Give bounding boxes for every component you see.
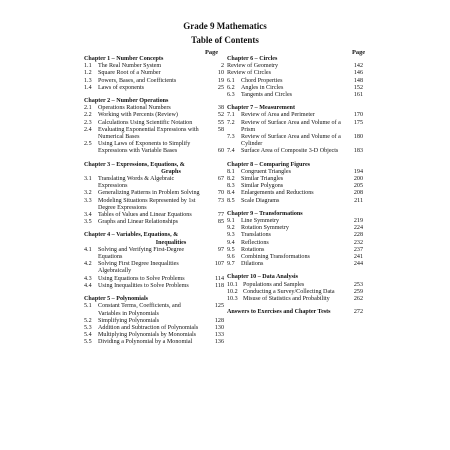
- section-number: 1.2: [84, 70, 92, 77]
- page-number: 25: [217, 84, 224, 91]
- page-number: 10: [217, 70, 224, 77]
- toc-entry[interactable]: [84, 254, 224, 261]
- section-title: Tables of Values and Linear Equations: [98, 212, 192, 219]
- page-number: 118: [215, 282, 224, 289]
- chapter-section: [227, 211, 363, 269]
- page-number: 114: [215, 275, 224, 282]
- page-number: 133: [214, 332, 224, 339]
- section-number: 6.1: [227, 77, 235, 84]
- page-column-label-right: Page: [352, 49, 366, 56]
- section-title: Surface Area of Composite 3-D Objects: [241, 148, 339, 155]
- toc-entry[interactable]: [227, 232, 363, 239]
- page-number: 130: [214, 324, 224, 331]
- answers-entry[interactable]: [227, 309, 363, 316]
- section-number: 4.2: [84, 261, 92, 268]
- toc-entry[interactable]: [84, 332, 224, 339]
- chapter-title: Chapter 6 – Circles: [227, 56, 278, 62]
- section-number: 7.4: [227, 148, 235, 155]
- toc-entry[interactable]: [84, 112, 224, 119]
- section-title: Prism: [241, 126, 256, 133]
- toc-entry[interactable]: [84, 141, 224, 148]
- page-number: 2: [220, 63, 224, 70]
- section-title: Misuse of Statistics and Probability: [243, 296, 330, 303]
- page-number: 170: [353, 112, 363, 119]
- section-title: Review of Area and Perimeter: [241, 112, 315, 119]
- section-number: 8.3: [227, 183, 235, 190]
- toc-left-column: [84, 56, 224, 347]
- page-number: 148: [353, 77, 363, 84]
- page-number: 128: [214, 317, 224, 324]
- section-title: Review of Surface Area and Volume of a: [241, 119, 341, 126]
- section-title: Translating Words & Algebraic: [98, 176, 175, 183]
- toc-entry[interactable]: [84, 148, 224, 155]
- page-number: 152: [353, 84, 363, 91]
- section-number: 9.6: [227, 254, 235, 261]
- section-title: Reflections: [241, 239, 269, 246]
- section-title: Line Symmetry: [241, 218, 280, 225]
- section-title: Multiplying Polynomials by Monomials: [98, 332, 197, 339]
- page-number: 125: [214, 303, 224, 310]
- section-title: Working with Percents (Review): [98, 112, 178, 119]
- chapter-title: Chapter 8 – Comparing Figures: [227, 161, 311, 168]
- chapter-title: Chapter 5 – Polynomials: [84, 296, 149, 303]
- section-title: Similar Triangles: [241, 176, 284, 183]
- page-number: 205: [353, 183, 363, 190]
- section-number: 6.3: [227, 92, 235, 99]
- toc-entry[interactable]: [227, 261, 363, 268]
- section-number: 2.3: [84, 119, 92, 126]
- section-title: Graphs and Linear Relationships: [98, 219, 179, 226]
- toc-entry[interactable]: [227, 85, 363, 92]
- page-number: 161: [353, 92, 363, 99]
- toc-entry[interactable]: [84, 78, 224, 85]
- section-title: Powers, Bases, and Coefficients: [98, 77, 177, 84]
- section-title: Operations Rational Numbers: [98, 105, 171, 112]
- section-number: 2.2: [84, 112, 92, 119]
- section-number: 6.2: [227, 84, 235, 91]
- section-number: 2.5: [84, 141, 92, 148]
- section-title: Evaluating Exponential Expressions with: [98, 126, 199, 133]
- page-number: 253: [353, 281, 363, 288]
- toc-entry[interactable]: [227, 92, 363, 99]
- section-number: 4.3: [84, 275, 92, 282]
- chapter-title: Chapter 7 – Measurement: [227, 105, 295, 112]
- toc-entry[interactable]: [84, 276, 224, 283]
- chapter-section: [227, 56, 363, 99]
- page-number: 52: [217, 112, 224, 119]
- page-number: 228: [353, 232, 363, 239]
- page-number: 262: [353, 296, 363, 303]
- toc-entry[interactable]: [227, 198, 363, 205]
- toc-entry[interactable]: [84, 176, 224, 183]
- page-number: 146: [353, 70, 363, 77]
- section-title: Review of Geometry: [227, 63, 279, 70]
- section-title: Solving First Degree Inequalities: [98, 261, 179, 268]
- toc-entry[interactable]: [227, 176, 363, 183]
- page-number: 97: [217, 246, 224, 253]
- section-title: Review of Circles: [227, 70, 271, 77]
- chapter-section: [227, 162, 363, 205]
- toc-entry[interactable]: [227, 218, 363, 225]
- page-number: 194: [353, 168, 363, 175]
- section-title: Using Inequalities to Solve Problems: [98, 282, 189, 289]
- section-number: 7.3: [227, 134, 235, 141]
- section-title: Algebraically: [98, 268, 132, 275]
- chapter-title: Chapter 10 – Data Analysis: [227, 274, 298, 281]
- toc-entry[interactable]: [84, 127, 224, 134]
- toc-entry[interactable]: [84, 85, 224, 92]
- section-title: Cylinder: [241, 141, 263, 148]
- section-title: Populations and Samples: [243, 281, 305, 288]
- chapter-title: Chapter 3 – Expressions, Equations, &: [84, 161, 185, 168]
- page-number: 142: [353, 63, 363, 70]
- toc-entry[interactable]: [227, 134, 363, 141]
- page-number: 73: [217, 197, 224, 204]
- toc-entry[interactable]: [227, 282, 363, 289]
- page-number: 85: [217, 219, 224, 226]
- toc-entry[interactable]: [84, 325, 224, 332]
- section-number: 3.2: [84, 190, 92, 197]
- page-number: 107: [214, 261, 224, 268]
- page-column-label-left: Page: [205, 49, 219, 56]
- page-number: 60: [217, 148, 224, 155]
- answers-title: Answers to Exercises and Chapter Tests: [227, 309, 331, 316]
- section-title: Variables in Polynomials: [98, 310, 159, 317]
- page-number: 175: [353, 119, 363, 126]
- page-number: 180: [353, 134, 363, 141]
- section-title: Expressions: [98, 183, 128, 190]
- section-title: Numerical Bases: [98, 134, 140, 141]
- page-number: 259: [353, 288, 363, 295]
- page-number: 224: [353, 225, 363, 232]
- page-number: 67: [217, 176, 224, 183]
- section-number: 8.1: [227, 168, 235, 175]
- toc-entry[interactable]: [84, 339, 224, 346]
- chapter-title-continued: Inequalities: [155, 239, 187, 246]
- section-title: Translations: [241, 232, 271, 239]
- section-number: 1.1: [84, 63, 92, 70]
- document-subtitle: Table of Contents: [191, 35, 259, 45]
- section-title: Rotations: [241, 246, 265, 253]
- section-title: Conducting a Survey/Collecting Data: [243, 288, 335, 295]
- section-title: Scale Diagrams: [241, 197, 280, 204]
- section-number: 7.1: [227, 112, 235, 119]
- toc-entry[interactable]: [227, 127, 363, 134]
- section-title: Congruent Triangles: [241, 168, 291, 175]
- section-title: Similar Polygons: [241, 183, 284, 190]
- page-number: 241: [353, 254, 363, 261]
- section-number: 3.5: [84, 219, 92, 226]
- section-title: Dividing a Polynomial by a Monomial: [98, 339, 193, 346]
- toc-entry[interactable]: [84, 261, 224, 268]
- section-title: Modeling Situations Represented by 1st: [98, 197, 196, 204]
- page-number: 200: [353, 176, 363, 183]
- chapter-section: [84, 162, 224, 227]
- section-number: 7.2: [227, 119, 235, 126]
- toc-entry[interactable]: [227, 247, 363, 254]
- page-number: 55: [217, 119, 224, 126]
- answers-page-number: 272: [353, 309, 363, 316]
- section-number: 9.7: [227, 261, 235, 268]
- toc-entry[interactable]: [84, 70, 224, 77]
- section-title: Using Equations to Solve Problems: [98, 275, 185, 282]
- toc-entry[interactable]: [227, 169, 363, 176]
- section-number: 5.2: [84, 317, 92, 324]
- section-number: 2.4: [84, 126, 92, 133]
- section-number: 8.5: [227, 197, 235, 204]
- page-number: 70: [217, 190, 224, 197]
- chapter-section: [84, 232, 224, 290]
- page-number: 136: [214, 339, 224, 346]
- section-number: 5.4: [84, 332, 92, 339]
- toc-entry[interactable]: [227, 78, 363, 85]
- toc-entry[interactable]: [84, 183, 224, 190]
- toc-entry[interactable]: [84, 268, 224, 275]
- page-number: 219: [353, 218, 363, 225]
- section-title: Solving and Verifying First-Degree: [98, 246, 185, 253]
- section-title: Angles in Circles: [241, 84, 284, 91]
- toc-entry[interactable]: [84, 303, 224, 310]
- chapter-section: [227, 274, 363, 303]
- document-title: Grade 9 Mathematics: [183, 21, 267, 31]
- chapter-title: Chapter 9 – Transformations: [227, 210, 303, 217]
- section-number: 5.5: [84, 339, 92, 346]
- section-title: Combining Transformations: [241, 254, 310, 261]
- section-number: 10.2: [227, 288, 238, 295]
- section-number: 8.2: [227, 176, 235, 183]
- section-title: Chord Properties: [241, 77, 283, 84]
- section-title: Expressions with Variable Bases: [98, 148, 178, 155]
- page-number: 244: [353, 261, 363, 268]
- section-number: 3.4: [84, 212, 92, 219]
- section-title: Degree Expressions: [98, 204, 147, 211]
- section-number: 9.5: [227, 246, 235, 253]
- toc-entry[interactable]: [84, 198, 224, 205]
- section-title: Using Laws of Exponents to Simplify: [98, 141, 191, 148]
- section-number: 5.3: [84, 324, 92, 331]
- toc-entry[interactable]: [84, 247, 224, 254]
- toc-entry[interactable]: [84, 120, 224, 127]
- page-number: 183: [353, 148, 363, 155]
- toc-entry[interactable]: [227, 70, 363, 77]
- chapter-section: [227, 105, 363, 155]
- section-number: 9.2: [227, 225, 235, 232]
- toc-entry[interactable]: [84, 311, 224, 318]
- section-title: Enlargements and Reductions: [241, 190, 314, 197]
- toc-entry[interactable]: [84, 212, 224, 219]
- toc-right-column: [227, 56, 363, 317]
- page-number: 232: [353, 239, 363, 246]
- section-title: Tangents and Circles: [241, 92, 293, 99]
- chapter-title: Chapter 4 – Variables, Equations, &: [84, 232, 179, 239]
- toc-entry[interactable]: [227, 225, 363, 232]
- section-number: 4.4: [84, 282, 92, 289]
- toc-entry[interactable]: [227, 240, 363, 247]
- section-title: The Real Number System: [98, 63, 162, 70]
- section-number: 5.1: [84, 303, 92, 310]
- section-number: 9.1: [227, 218, 235, 225]
- chapter-title: Chapter 2 – Number Operations: [84, 98, 169, 105]
- section-title: Calculations Using Scientific Notation: [98, 119, 193, 126]
- page-number: 208: [353, 190, 363, 197]
- section-number: 1.4: [84, 84, 92, 91]
- section-number: 9.4: [227, 239, 235, 246]
- section-number: 10.1: [227, 281, 238, 288]
- toc-entry[interactable]: [227, 112, 363, 119]
- page-number: 19: [217, 77, 224, 84]
- section-number: 10.3: [227, 296, 238, 303]
- toc-entry[interactable]: [227, 148, 363, 155]
- chapter-section: [84, 56, 224, 92]
- section-number: 2.1: [84, 105, 92, 112]
- section-title: Generalizing Patterns in Problem Solving: [98, 190, 200, 197]
- toc-entry[interactable]: [84, 190, 224, 197]
- toc-entry[interactable]: [227, 254, 363, 261]
- toc-entry[interactable]: [84, 318, 224, 325]
- chapter-section: [84, 296, 224, 346]
- page-number: 58: [217, 126, 224, 133]
- page-number: 38: [217, 105, 224, 112]
- section-title: Addition and Subtraction of Polynomials: [98, 324, 199, 331]
- toc-entry[interactable]: [84, 219, 224, 226]
- section-number: 1.3: [84, 77, 92, 84]
- chapter-title: Chapter 1 – Number Concepts: [84, 56, 164, 62]
- section-title: Rotation Symmetry: [241, 225, 289, 232]
- section-title: Laws of exponents: [98, 84, 145, 91]
- toc-entry[interactable]: [84, 205, 224, 212]
- page-number: 77: [217, 212, 224, 219]
- section-number: 8.4: [227, 190, 235, 197]
- toc-entry[interactable]: [227, 183, 363, 190]
- section-number: 3.1: [84, 176, 92, 183]
- page-number: 237: [353, 246, 363, 253]
- toc-entry[interactable]: [227, 190, 363, 197]
- section-title: Dilations: [241, 261, 264, 268]
- section-number: 4.1: [84, 246, 92, 253]
- page-number: 211: [354, 197, 363, 204]
- section-title: Constant Terms, Coefficients, and: [98, 303, 181, 310]
- toc-entry[interactable]: [84, 283, 224, 290]
- toc-entry[interactable]: [227, 120, 363, 127]
- toc-entry[interactable]: [227, 296, 363, 303]
- chapter-section: [84, 98, 224, 156]
- section-title: Simplifying Polynomials: [98, 317, 160, 324]
- section-title: Review of Surface Area and Volume of a: [241, 134, 341, 141]
- section-title: Equations: [98, 254, 123, 261]
- section-number: 3.3: [84, 197, 92, 204]
- chapter-title-continued: Graphs: [161, 168, 181, 175]
- section-number: 9.3: [227, 232, 235, 239]
- section-title: Square Root of a Number: [98, 70, 161, 77]
- toc-entry[interactable]: [227, 289, 363, 296]
